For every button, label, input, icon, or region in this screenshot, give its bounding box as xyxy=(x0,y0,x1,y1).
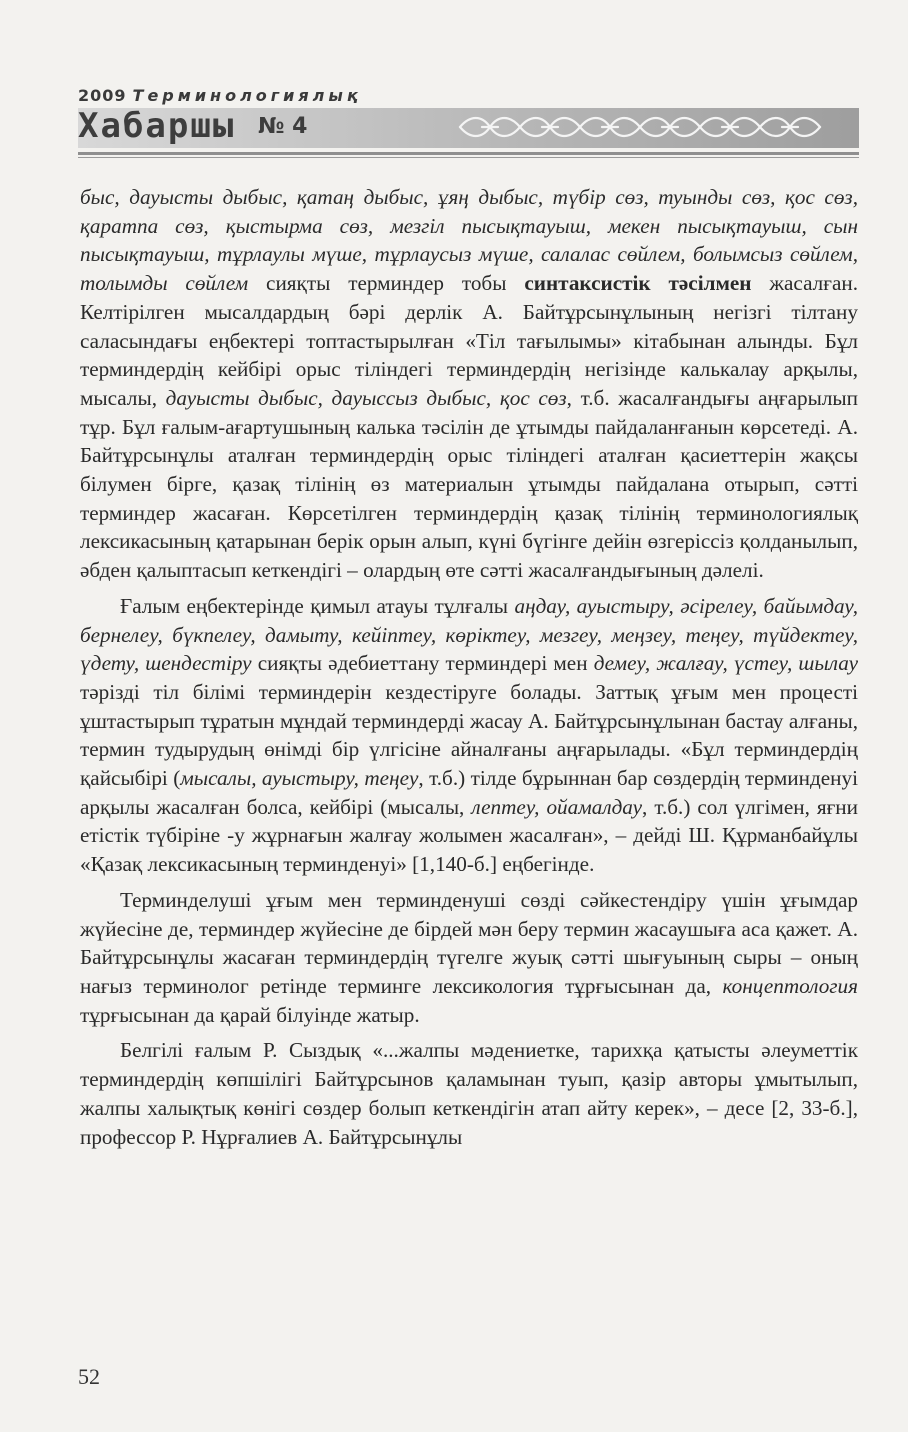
bold-term: синтаксистік тәсілмен xyxy=(524,271,752,296)
article-text xyxy=(80,183,858,1151)
text-run: тәрізді тіл білімі терминдерін кездестіруге болады. Заттық ұғым мен процесті ұштастырып тұратын мұндай терминдерді жасау А. Байтұрсынұлынан бастау алғаны, термин тудырудың өнімді бір үлгісіне айналғаны аңғарылады. «Бұл терминдердің қайсыбірі ( xyxy=(80,679,858,791)
text-run: сияқты терминдер тобы xyxy=(248,271,525,296)
header-rule-thin xyxy=(78,157,859,158)
header-rule xyxy=(78,152,859,155)
text-run: тұрғысынан да қарай білуінде жатыр. xyxy=(80,1002,420,1027)
paragraph xyxy=(80,183,858,585)
italic-term: аңдау, ауыстыру, әсірелеу, байымдау, бернелеу, бүкпелеу, дамыту, кейіптеу, көріктеу, мезгеу, меңзеу, теңеу, түйдектеу, үдету, шендестіру xyxy=(80,593,859,676)
header-title: Хабаршы xyxy=(78,106,236,146)
text-run: , т.б.) тілде бұрыннан бар сөздердің терминденуі арқылы жасалған болса, кейбірі (мысалы, xyxy=(80,766,858,819)
italic-term: демеу, жалғау, үстеу, шылау xyxy=(593,651,858,676)
header-journal-name: Терминологиялық xyxy=(132,86,362,105)
text-run: Терминделуші ұғым мен терминденуші сөзді сәйкестендіру үшін ұғымдар жүйесіне де, терминдер жүйесіне де бірдей мән беру термин жасаушыға аса қажет. А. Байтұрсынұлы жасаған терминдердің түгелге жуық сәтті шығуының сыры – оның нағыз терминолог ретінде терминге лексикология тұрғысынан да, xyxy=(80,887,858,998)
italic-term: мысалы, ауыстыру, теңеу xyxy=(180,766,419,791)
text-run: сияқты әдебиеттану терминдері мен xyxy=(251,651,594,676)
paragraph xyxy=(80,1036,858,1151)
italic-term: концептология xyxy=(722,973,858,998)
text-run: жасалған. Келтірілген мысалдардың бәрі дерлік А. Байтұрсынұлының негізгі тілтану саласындағы еңбектері топтастырылған «Тіл тағылымы» кітабынан алынды. Бұл терминдердің кейбірі орыс тіліндегі терминдердің негізінде калькалау арқылы, мысалы, xyxy=(80,271,858,410)
italic-term: дауысты дыбыс, дауыссыз дыбыс, қос сөз xyxy=(165,385,567,410)
journal-header xyxy=(78,86,859,160)
page-number: 52 xyxy=(78,1364,100,1389)
header-top-line xyxy=(78,86,362,105)
text-run: , т.б. жасалғандығы аңғарылып тұр. Бұл ғалым-ағартушының калька тәсілін де ұтымды пайдаланғанын көрсетеді. А. Байтұрсынұлы аталған терминдердің орыс тіліндегі аталған қасиеттерін жақсы білумен бірге, қазақ тілінің өз материалын ұтымды пайдалана отырып, сәтті терминдер жасаған. Көрсетілген терминдердің қазақ тілінің терминологиялық лексикасының қатарынан берік орын алып, күні бүгінге дейін өзгеріссіз қолданылып, әбден қалыптасып кеткендігі – олардың өте сәтті жасалғандығының дәлелі. xyxy=(80,385,858,583)
text-run: , т.б.) сол үлгімен, яғни етістік түбіріне -у жұрнағын жалғау жолымен жасалған», – дейді Ш. Құрманбайұлы «Қазақ лексикасының терминденуі» [1,140-б.] еңбегінде. xyxy=(80,794,858,877)
paragraph xyxy=(80,592,858,879)
text-run: Белгілі ғалым Р. Сыздық «...жалпы мәдениетке, тарихқа қатысты әлеуметтік терминдердің көпшілігі Байтұрсынов қаламынан туып, қазір авторы ұмытылып, жалпы халықтық көнігі сөздер болып кеткендігін атап айту керек», – десе [2, 33-б.], профессор Р. Нұрғалиев А. Байтұрсынұлы xyxy=(80,1038,858,1149)
italic-term: быс, дауысты дыбыс, қатаң дыбыс, ұяң дыбыс, түбір сөз, туынды сөз, қос сөз, қаратпа сөз, қыстырма сөз, мезгіл пысықтауыш, мекен пысықтауыш, сын пысықтауыш, тұрлаулы мүше, тұрлаусыз мүше, салалас сөйлем, болымсыз сөйлем, толымды сөйлем xyxy=(80,185,858,296)
header-issue: № 4 xyxy=(258,114,308,139)
ornament-icon xyxy=(456,113,836,141)
text-run: Ғалым еңбектерінде қимыл атауы тұлғалы xyxy=(120,593,515,618)
paragraph xyxy=(80,886,858,1030)
italic-term: лептеу, ойамалдау xyxy=(471,794,643,819)
header-year: 2009 xyxy=(78,86,127,105)
